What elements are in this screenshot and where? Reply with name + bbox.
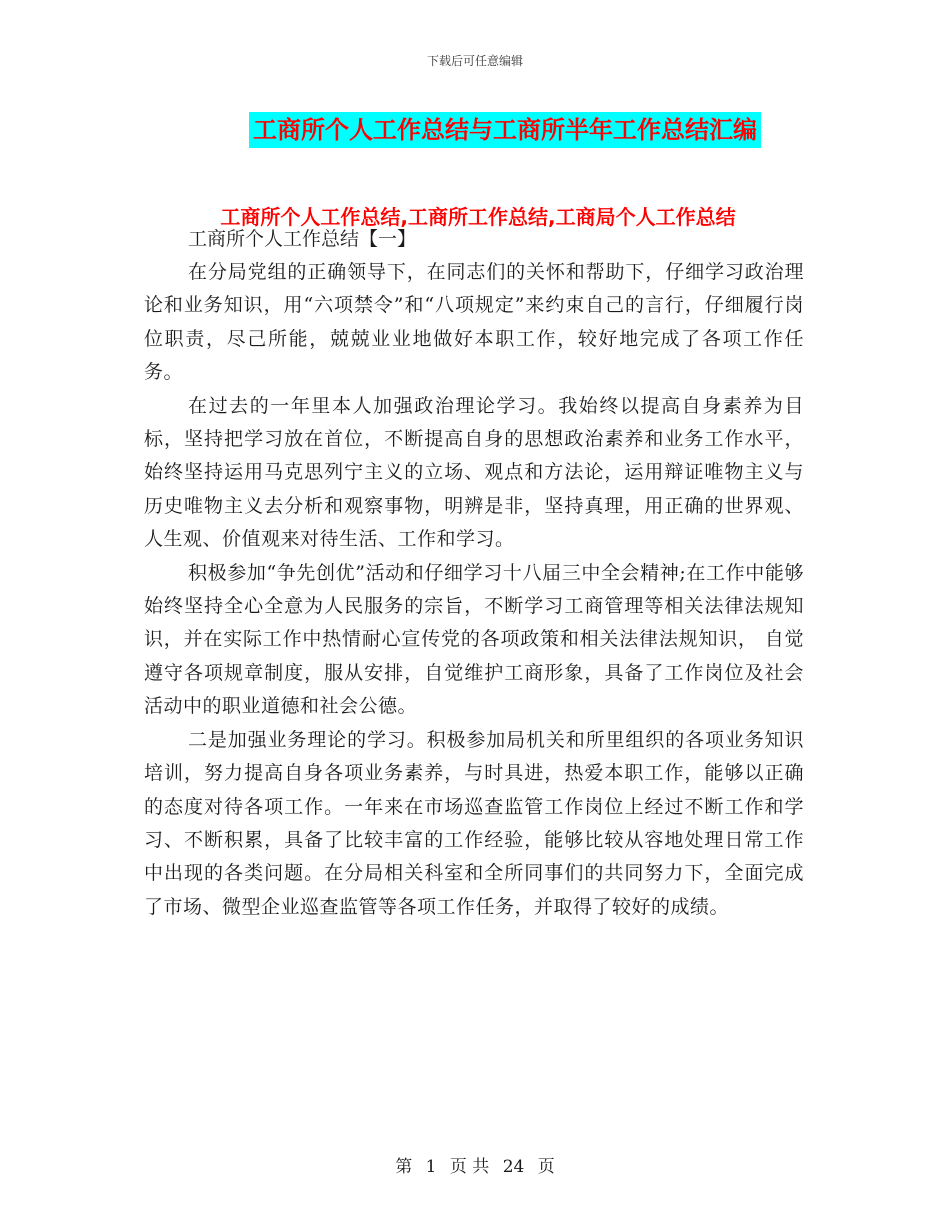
footer-suffix: 页 — [537, 1157, 555, 1177]
footer-middle: 页 共 — [449, 1157, 490, 1177]
document-subtitle: 工商所个人工作总结,工商所工作总结,工商局个人工作总结 — [220, 205, 736, 229]
footer-page-number: 1 — [425, 1157, 437, 1177]
paragraph-4: 二是加强业务理论的学习。积极参加局机关和所里组织的各项业务知识培训，努力提高自身各项业务素养，与时具进，热爱本职工作，能够以正确的态度对待各项工作。一年来在市场巡查监管工作岗位上经过不断工作和学习、不断积累，具备了比较丰富的工作经验，能够比较从容地处理日常工作中出现的各类问题。在分局相关科室和全所同事们的共同努力下，全面完成了市场、微型企业巡查监管等各项工作任务，并取得了较好的成绩。 — [144, 728, 804, 918]
paragraph-2: 在过去的一年里本人加强政治理论学习。我始终以提高自身素养为目标，坚持把学习放在首位，不断提高自身的思想政治素养和业务工作水平，始终坚持运用马克思列宁主义的立场、观点和方法论，运用辩证唯物主义与历史唯物主义去分析和观察事物，明辨是非，坚持真理，用正确的世界观、人生观、价值观来对待生活、工作和学习。 — [144, 394, 804, 551]
document-body — [144, 222, 804, 924]
document-title: 工商所个人工作总结与工商所半年工作总结汇编 — [249, 112, 761, 148]
paragraph-1: 在分局党组的正确领导下，在同志们的关怀和帮助下，仔细学习政治理论和业务知识，用“六项禁令”和“八项规定”来约束自己的言行，仔细履行岗位职责，尽己所能，兢兢业业地做好本职工作，较好地完成了各项工作任务。 — [144, 261, 804, 384]
page-footer — [0, 1152, 950, 1177]
header-note: 下载后可任意编辑 — [426, 54, 523, 68]
paragraph-3: 积极参加“争先创优”活动和仔细学习十八届三中全会精神;在工作中能够始终坚持全心全意为人民服务的宗旨，不断学习工商管理等相关法律法规知识，并在实际工作中热情耐心宣传党的各项政策和相关法律法规知识， 自觉遵守各项规章制度，服从安排，自觉维护工商形象，具备了工作岗位及社会活动中的职业道德和社会公德。 — [144, 561, 804, 718]
section-label: 工商所个人工作总结【一】 — [188, 228, 417, 250]
footer-prefix: 第 — [395, 1157, 413, 1177]
title-container — [0, 112, 950, 148]
footer-total-pages: 24 — [502, 1157, 525, 1177]
